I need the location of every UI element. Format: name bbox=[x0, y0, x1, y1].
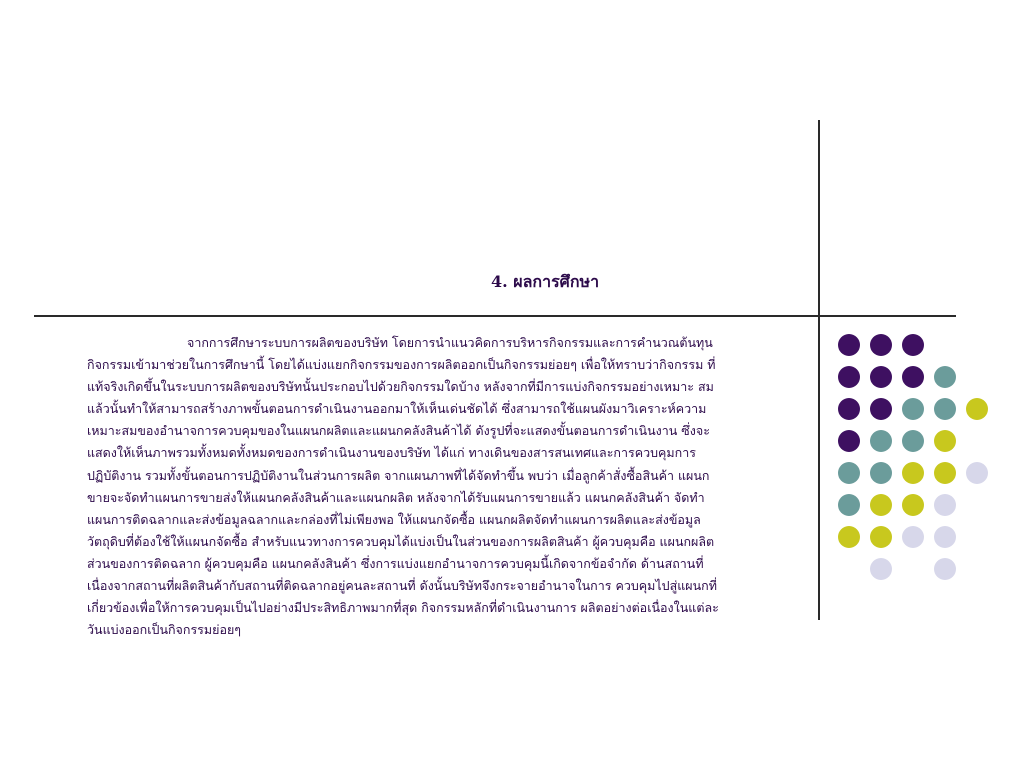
body-line: วัตถุดิบที่ต้องใช้ให้แผนกจัดซื้อ สำหรับแนวทางการควบคุมได้แบ่งเป็นในส่วนของการผลิตสินค้า ผู้ควบคุมคือ แผนกผลิต bbox=[87, 533, 715, 549]
body-paragraph bbox=[87, 332, 827, 641]
decorative-dot-teal bbox=[902, 398, 924, 420]
decorative-dot-purple bbox=[870, 366, 892, 388]
decorative-dot-olive bbox=[838, 526, 860, 548]
decorative-dot-lavender bbox=[934, 526, 956, 548]
decorative-dot-purple bbox=[870, 398, 892, 420]
decorative-dot-teal bbox=[934, 366, 956, 388]
body-line: แสดงให้เห็นภาพรวมทั้งหมดทั้งหมดของการดำเนินงานของบริษัท ได้แก่ ทางเดินของสารสนเทศและการควบคุมการ bbox=[87, 445, 696, 461]
body-line: ส่วนของการติดฉลาก ผู้ควบคุมคือ แผนกคลังสินค้า ซึ่งการแบ่งแยกอำนาจการควบคุมนี้เกิดจากข้อจำกัด ด้านสถานที่ bbox=[87, 555, 704, 571]
decorative-dot-teal bbox=[870, 462, 892, 484]
slide-title: 4. ผลการศึกษา bbox=[490, 272, 600, 291]
body-line: แผนการติดฉลากและส่งข้อมูลฉลากและกล่องที่ไม่เพียงพอ ให้แผนกจัดซื้อ แผนกผลิตจัดทำแผนการผลิตและส่งข้อมูล bbox=[87, 511, 701, 527]
decorative-dot-teal bbox=[838, 494, 860, 516]
decorative-dot-purple bbox=[838, 334, 860, 356]
body-line: จากการศึกษาระบบการผลิตของบริษัท โดยการนำแนวคิดการบริหารกิจกรรมและการคำนวณต้นทุน bbox=[187, 335, 713, 350]
decorative-dot-olive bbox=[902, 494, 924, 516]
body-line: เนื่องจากสถานที่ผลิตสินค้ากับสถานที่ติดฉลากอยู่คนละสถานที่ ดังนั้นบริษัทจึงกระจายอำนาจในการ ควบคุมไปสู่แผนกที่ bbox=[87, 578, 717, 594]
decorative-dot-teal bbox=[902, 430, 924, 452]
decorative-dot-lavender bbox=[966, 462, 988, 484]
body-line: แล้วนั้นทำให้สามารถสร้างภาพขั้นตอนการดำเนินงานออกมาให้เห็นเด่นชัดได้ ซึ่งสามารถใช้แผนผังมาวิเคราะห์ความ bbox=[87, 401, 707, 417]
decorative-dot-lavender bbox=[934, 558, 956, 580]
body-line: กิจกรรมเข้ามาช่วยในการศึกษานี้ โดยได้แบ่งแยกกิจกรรมของการผลิตออกเป็นกิจกรรมย่อยๆ เพื่อให้ทราบว่ากิจกรรม ที่ bbox=[87, 357, 716, 373]
decorative-dot-olive bbox=[902, 462, 924, 484]
body-line: วันแบ่งออกเป็นกิจกรรมย่อยๆ bbox=[87, 622, 241, 638]
decorative-dot-teal bbox=[838, 462, 860, 484]
decorative-dot-olive bbox=[934, 462, 956, 484]
decorative-dot-purple bbox=[838, 398, 860, 420]
body-line: ขายจะจัดทำแผนการขายส่งให้แผนกคลังสินค้าและแผนกผลิต หลังจากได้รับแผนการขายแล้ว แผนกคลังสินค้า จัดทำ bbox=[87, 489, 705, 505]
decorative-dot-lavender bbox=[902, 526, 924, 548]
decorative-dot-grid bbox=[838, 334, 998, 590]
body-line: แท้จริงเกิดขึ้นในระบบการผลิตของบริษัทนั้นประกอบไปด้วยกิจกรรมใดบ้าง หลังจากที่มีการแบ่งกิจกรรมอย่างเหมาะ สม bbox=[87, 379, 714, 395]
decorative-dot-purple bbox=[838, 366, 860, 388]
horizontal-divider bbox=[34, 315, 956, 317]
decorative-dot-olive bbox=[870, 494, 892, 516]
decorative-dot-purple bbox=[838, 430, 860, 452]
decorative-dot-purple bbox=[870, 334, 892, 356]
decorative-dot-olive bbox=[934, 430, 956, 452]
decorative-dot-purple bbox=[902, 334, 924, 356]
decorative-dot-purple bbox=[902, 366, 924, 388]
decorative-dot-lavender bbox=[870, 558, 892, 580]
body-line: เกี่ยวข้องเพื่อให้การควบคุมเป็นไปอย่างมีประสิทธิภาพมากที่สุด กิจกรรมหลักที่ดำเนินงานการ ผลิตอย่างต่อเนื่องในแต่ละ bbox=[87, 600, 719, 616]
body-line: ปฏิบัติงาน รวมทั้งขั้นตอนการปฏิบัติงานในส่วนการผลิต จากแผนภาพที่ได้จัดทำขึ้น พบว่า เมื่อลูกค้าสั่งซื้อสินค้า แผนก bbox=[87, 467, 710, 483]
decorative-dot-olive bbox=[966, 398, 988, 420]
decorative-dot-olive bbox=[870, 526, 892, 548]
body-line: เหมาะสมของอำนาจการควบคุมของในแผนกผลิตและแผนกคลังสินค้าได้ ดังรูปที่จะแสดงขั้นตอนการดำเนินงาน ซึ่งจะ bbox=[87, 423, 710, 439]
decorative-dot-teal bbox=[934, 398, 956, 420]
decorative-dot-lavender bbox=[934, 494, 956, 516]
decorative-dot-teal bbox=[870, 430, 892, 452]
